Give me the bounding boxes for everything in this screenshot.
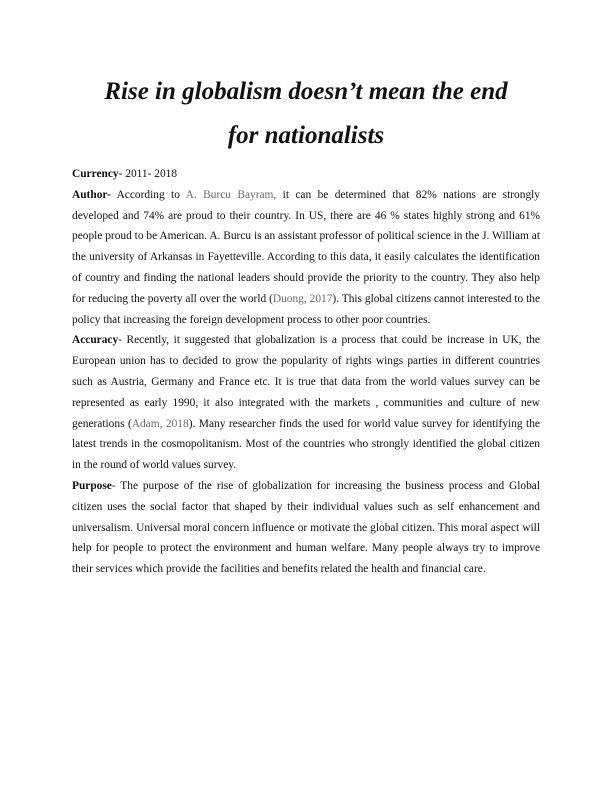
author-text-before: According to	[110, 188, 186, 201]
title-line-2: for nationalists	[227, 122, 385, 149]
currency-paragraph	[72, 164, 540, 185]
author-text-after: ). This global citizens cannot interested to the policy that increasing the foreign development process to other poor countries.	[72, 292, 540, 326]
currency-text: - 2011- 2018	[118, 168, 178, 180]
purpose-text: - The purpose of the rise of globalization for increasing the business process and Global citizen uses the social factor that shaped by their individual values such as self enhancement and universalism. Universal moral concern influence or motivate the global citizen. This moral aspect will help for people to protect the environment and human welfare. Many people always try to improve their services which provide the facilities and benefits related the health and financial care.	[72, 479, 540, 576]
page-title	[72, 70, 540, 158]
title-line-1: Rise in globalism doesn’t mean the end	[104, 78, 508, 105]
accuracy-text-before: - Recently, it suggested that globalization is a process that could be increase in UK, the European union has to decided to grow the popularity of rights wings parties in different countries such as Austria, Germany and France etc. It is true that data from the world values survey can be represented as early 1990, it also integrated with the markets , communities and culture of new generations (	[72, 334, 540, 430]
purpose-paragraph	[72, 476, 540, 580]
adam-citation-link[interactable]: Adam, 2018	[131, 417, 189, 430]
accuracy-text-after: ). Many researcher finds the used for world value survey for identifying the latest trends in the cosmopolitanism. Most of the countries who strongly identified the global citizen in the round of world values survey.	[72, 417, 540, 472]
purpose-label: Purpose	[72, 479, 112, 492]
author-citation-link[interactable]: A. Burcu Bayram,	[185, 188, 277, 201]
currency-label: Currency	[72, 168, 119, 180]
author-label: Author-	[72, 188, 111, 201]
author-text-middle: it can be determined that 82% nations are strongly developed and 74% are proud to their country. In US, there are 46 % states highly strong and 61% people proud to be American. A. Burcu is an assistant professor of political science in the J. William at the university of Arkansas in Fayetteville. According to this data, it easily calculates the identification of country and finding the national leaders should provide the priority to the country. They also help for reducing the poverty all over the world (	[72, 188, 540, 305]
duong-citation-link[interactable]: Duong, 2017	[272, 292, 333, 305]
author-paragraph	[72, 185, 540, 331]
accuracy-paragraph	[72, 330, 540, 476]
accuracy-label: Accuracy	[72, 334, 119, 347]
